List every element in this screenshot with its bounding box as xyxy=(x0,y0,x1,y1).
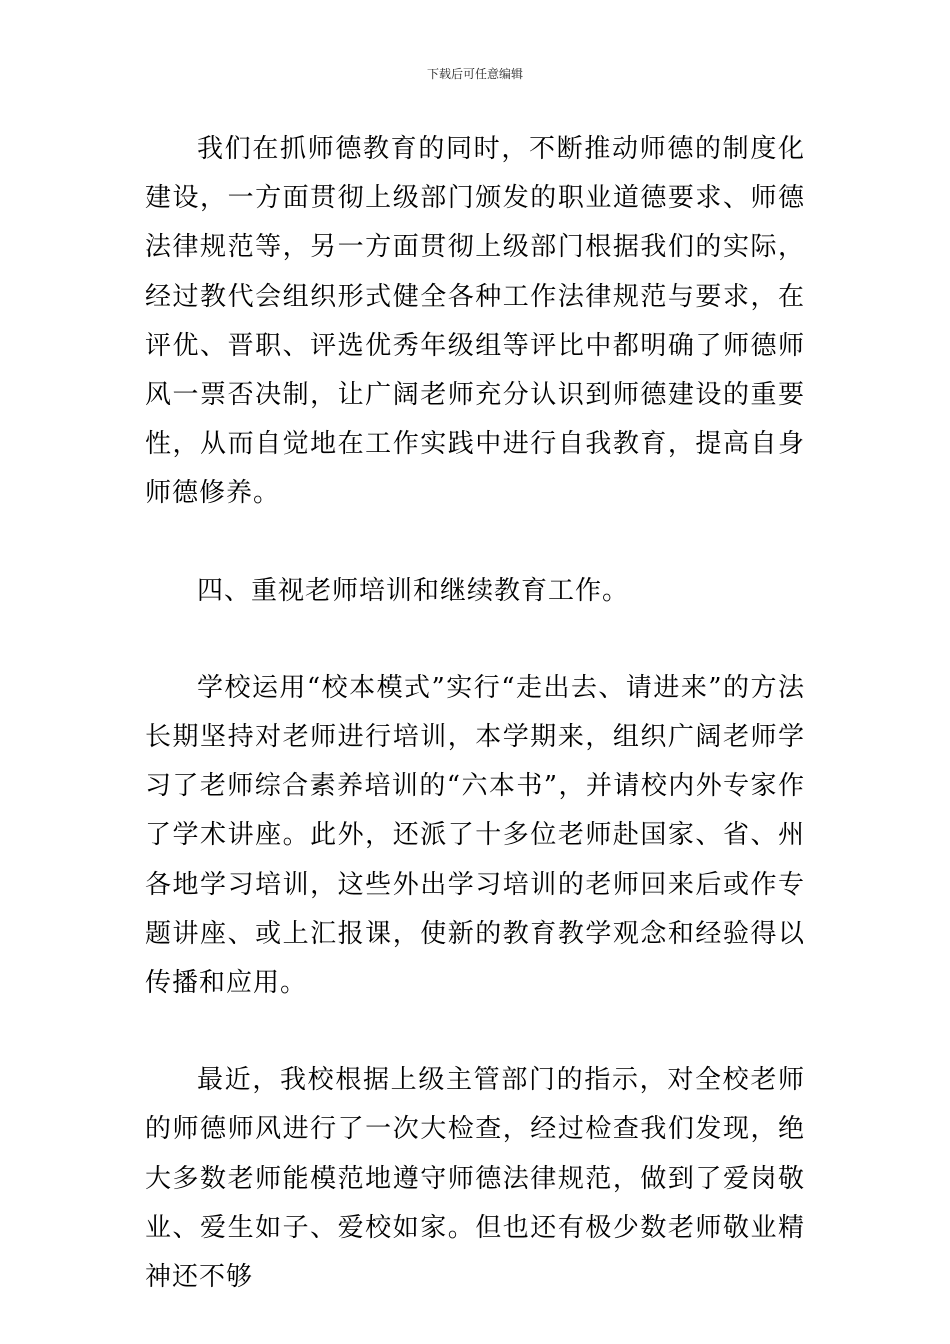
paragraph-inspection: 最近，我校根据上级主管部门的指示，对全校老师的师德师风进行了一次大检查，经过检查我们发现，绝大多数老师能模范地遵守师德法律规范，做到了爱岗敬业、爱生如子、爱校如家。但也还有极少数老师敬业精神还不够 xyxy=(145,1065,805,1293)
paragraph-training: 学校运用“校本模式”实行“走出去、请进来”的方法长期坚持对老师进行培训，本学期来，组织广阔老师学习了老师综合素养培训的“六本书”，并请校内外专家作了学术讲座。此外，还派了十多位老师赴国家、省、州各地学习培训，这些外出学习培训的老师回来后或作专题讲座、或上汇报课，使新的教育教学观念和经验得以传播和应用。 xyxy=(145,672,805,999)
section-heading-training: 四、重视老师培训和继续教育工作。 xyxy=(197,575,630,606)
paragraph-gap xyxy=(145,1008,805,1056)
document-body xyxy=(145,125,805,1302)
paragraph-gap xyxy=(145,616,805,664)
header-note: 下载后可任意编辑 xyxy=(426,67,523,81)
paragraph-gap xyxy=(145,519,805,567)
paragraph-ethics-system: 我们在抓师德教育的同时，不断推动师德的制度化建设，一方面贯彻上级部门颁发的职业道德要求、师德法律规范等，另一方面贯彻上级部门根据我们的实际，经过教代会组织形式健全各种工作法律规范与要求，在评优、晋职、评选优秀年级组等评比中都明确了师德师风一票否决制，让广阔老师充分认识到师德建设的重要性，从而自觉地在工作实践中进行自我教育，提高自身师德修养。 xyxy=(145,134,805,509)
